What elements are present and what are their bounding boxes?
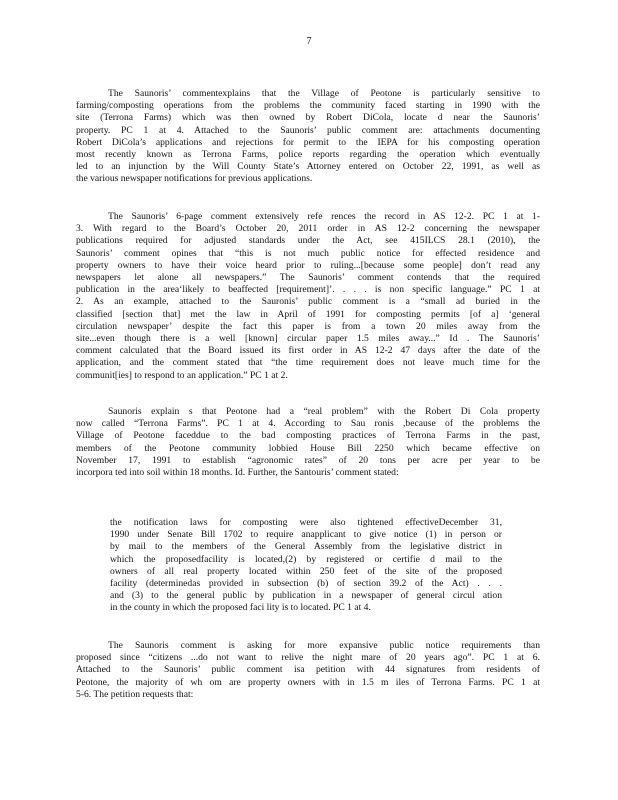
text-line: property owners to have their voice heard prior to ruling...[because some people] don’t read any bbox=[76, 259, 540, 271]
text-line: property. PC 1 at 4. Attached to the Saunoris’ public comment are: attachments documenting bbox=[76, 124, 540, 136]
text-line: and (3) to the general public by publication in a newspaper of general circul ation bbox=[110, 590, 502, 602]
paragraph-saunoris-comment bbox=[76, 88, 540, 186]
text-line: by mail to the members of the General Assembly from the legislative district in bbox=[110, 541, 502, 553]
text-line: the various newspaper notifications for previous applications. bbox=[76, 173, 313, 185]
text-line: comment calculated that the Board issued its first order in AS 12-2 47 days after the date of the bbox=[76, 345, 540, 357]
text-line: 5-6. The petition requests that: bbox=[76, 688, 194, 700]
text-line: 2. As an example, attached to the Sauronis’ public comment is a “small ad buried in the bbox=[76, 296, 540, 308]
text-line: application, and the comment stated that “the time requirement does not leave much time for the bbox=[76, 357, 540, 369]
text-line: facility (determinedas provided in subsection (b) of section 39.2 of the Act) . . . bbox=[110, 578, 502, 590]
text-line: Saunoris explain s that Peotone had a “real problem” with the Robert Di Cola property bbox=[108, 406, 540, 417]
paragraph-real-problem bbox=[76, 406, 540, 479]
text-line: proposed since “citizens ...do not want to relive the night mare of 20 years ago”. PC 1 at 6. bbox=[76, 652, 540, 664]
text-line: publications required for adjusted standards under the Act, see 415ILCS 28.1 (2010), the bbox=[76, 235, 540, 247]
text-line: publication in the area‘likely to beaffected [requirement]’. . . . is non specific language.” PC 1 at bbox=[76, 284, 540, 296]
text-line: 3. With regard to the Board’s October 20, 2011 order in AS 12-2 concerning the newspaper bbox=[76, 223, 540, 235]
text-line: site...even though there is a well [known] circular paper 1.5 miles away...” Id . The Saunoris’ bbox=[76, 333, 540, 345]
text-line: which the proposedfacility is located,(2) by registered or certifie d mail to the bbox=[110, 553, 502, 565]
text-line: in the county in which the proposed faci lity is to located. PC 1 at 4. bbox=[110, 602, 371, 614]
text-line: circulation newspaper’ despite the fact this paper is from a town 20 miles away from the bbox=[76, 320, 540, 332]
text-line: The Saunoris’ 6-page comment extensively refe rences the record in AS 12-2. PC 1 at 1- bbox=[108, 211, 540, 222]
text-line: Peotone, the majority of wh om are property owners with in 1.5 m iles of Terrona Farms. PC 1 at bbox=[76, 676, 540, 688]
text-line: newspapers let alone all newspapers.” The Saunoris’ comment contends that the required bbox=[76, 272, 540, 284]
text-line: Saunoris’ comment opines that “this is not much public notice for effected residence and bbox=[76, 247, 540, 259]
text-line: members of the Peotone community lobbied House Bill 2250 which became effective on bbox=[76, 442, 540, 454]
text-line: The Saunoris comment is asking for more expansive public notice requirements than bbox=[108, 640, 540, 651]
block-quote-notification-laws bbox=[110, 517, 502, 615]
text-line: Robert DiCola’s applications and rejections for permit to the IEPA for his composting operation bbox=[76, 136, 540, 148]
text-line: owners of all real property located within 250 feet of the site of the proposed bbox=[110, 565, 502, 577]
text-line: the notification laws for composting were also tightened effectiveDecember 31, bbox=[110, 517, 502, 528]
text-line: classified [section that] met the law in April of 1991 for composting permits [of a] ‘general bbox=[76, 308, 540, 320]
text-line: communit[ies] to respond to an application.” PC 1 at 2. bbox=[76, 369, 288, 381]
text-line: farming/composting operations from the problems the community faced starting in 1990 with the bbox=[76, 100, 540, 112]
text-line: 1990 under Senate Bill 1702 to require anapplicant to give notice (1) in person or bbox=[110, 529, 502, 541]
text-line: site (Terrona Farms) which was then owned by Robert DiCola, locate d near the Saunoris’ bbox=[76, 112, 540, 124]
paragraph-expansive-notice bbox=[76, 640, 540, 701]
text-line: led to an injunction by the Will County State’s Attorney entered on October 22, 1991, as well as bbox=[76, 161, 540, 173]
text-line: Village of Peotone faceddue to the bad composting practices of Terrona Farms in the past, bbox=[76, 430, 540, 442]
text-line: now called “Terrona Farms”. PC 1 at 4. According to Sau ronis ,because of the problems the bbox=[76, 418, 540, 430]
text-line: Attached to the Saunoris’ public comment isa petition with 44 signatures from residents of bbox=[76, 664, 540, 676]
page-number: 7 bbox=[306, 36, 312, 47]
text-line: incorpora ted into soil within 18 months. Id. Further, the Santouris’ comment stated: bbox=[76, 467, 399, 479]
paragraph-six-page-comment bbox=[76, 211, 540, 382]
text-line: November 17, 1991 to establish “agronomic rates” of 20 tons per acre per year to be bbox=[76, 454, 540, 466]
text-line: The Saunoris’ commentexplains that the Village of Peotone is particularly sensitive to bbox=[108, 88, 540, 99]
text-line: most recently known as Terrona Farms, police reports regarding the operation which eventually bbox=[76, 149, 540, 161]
